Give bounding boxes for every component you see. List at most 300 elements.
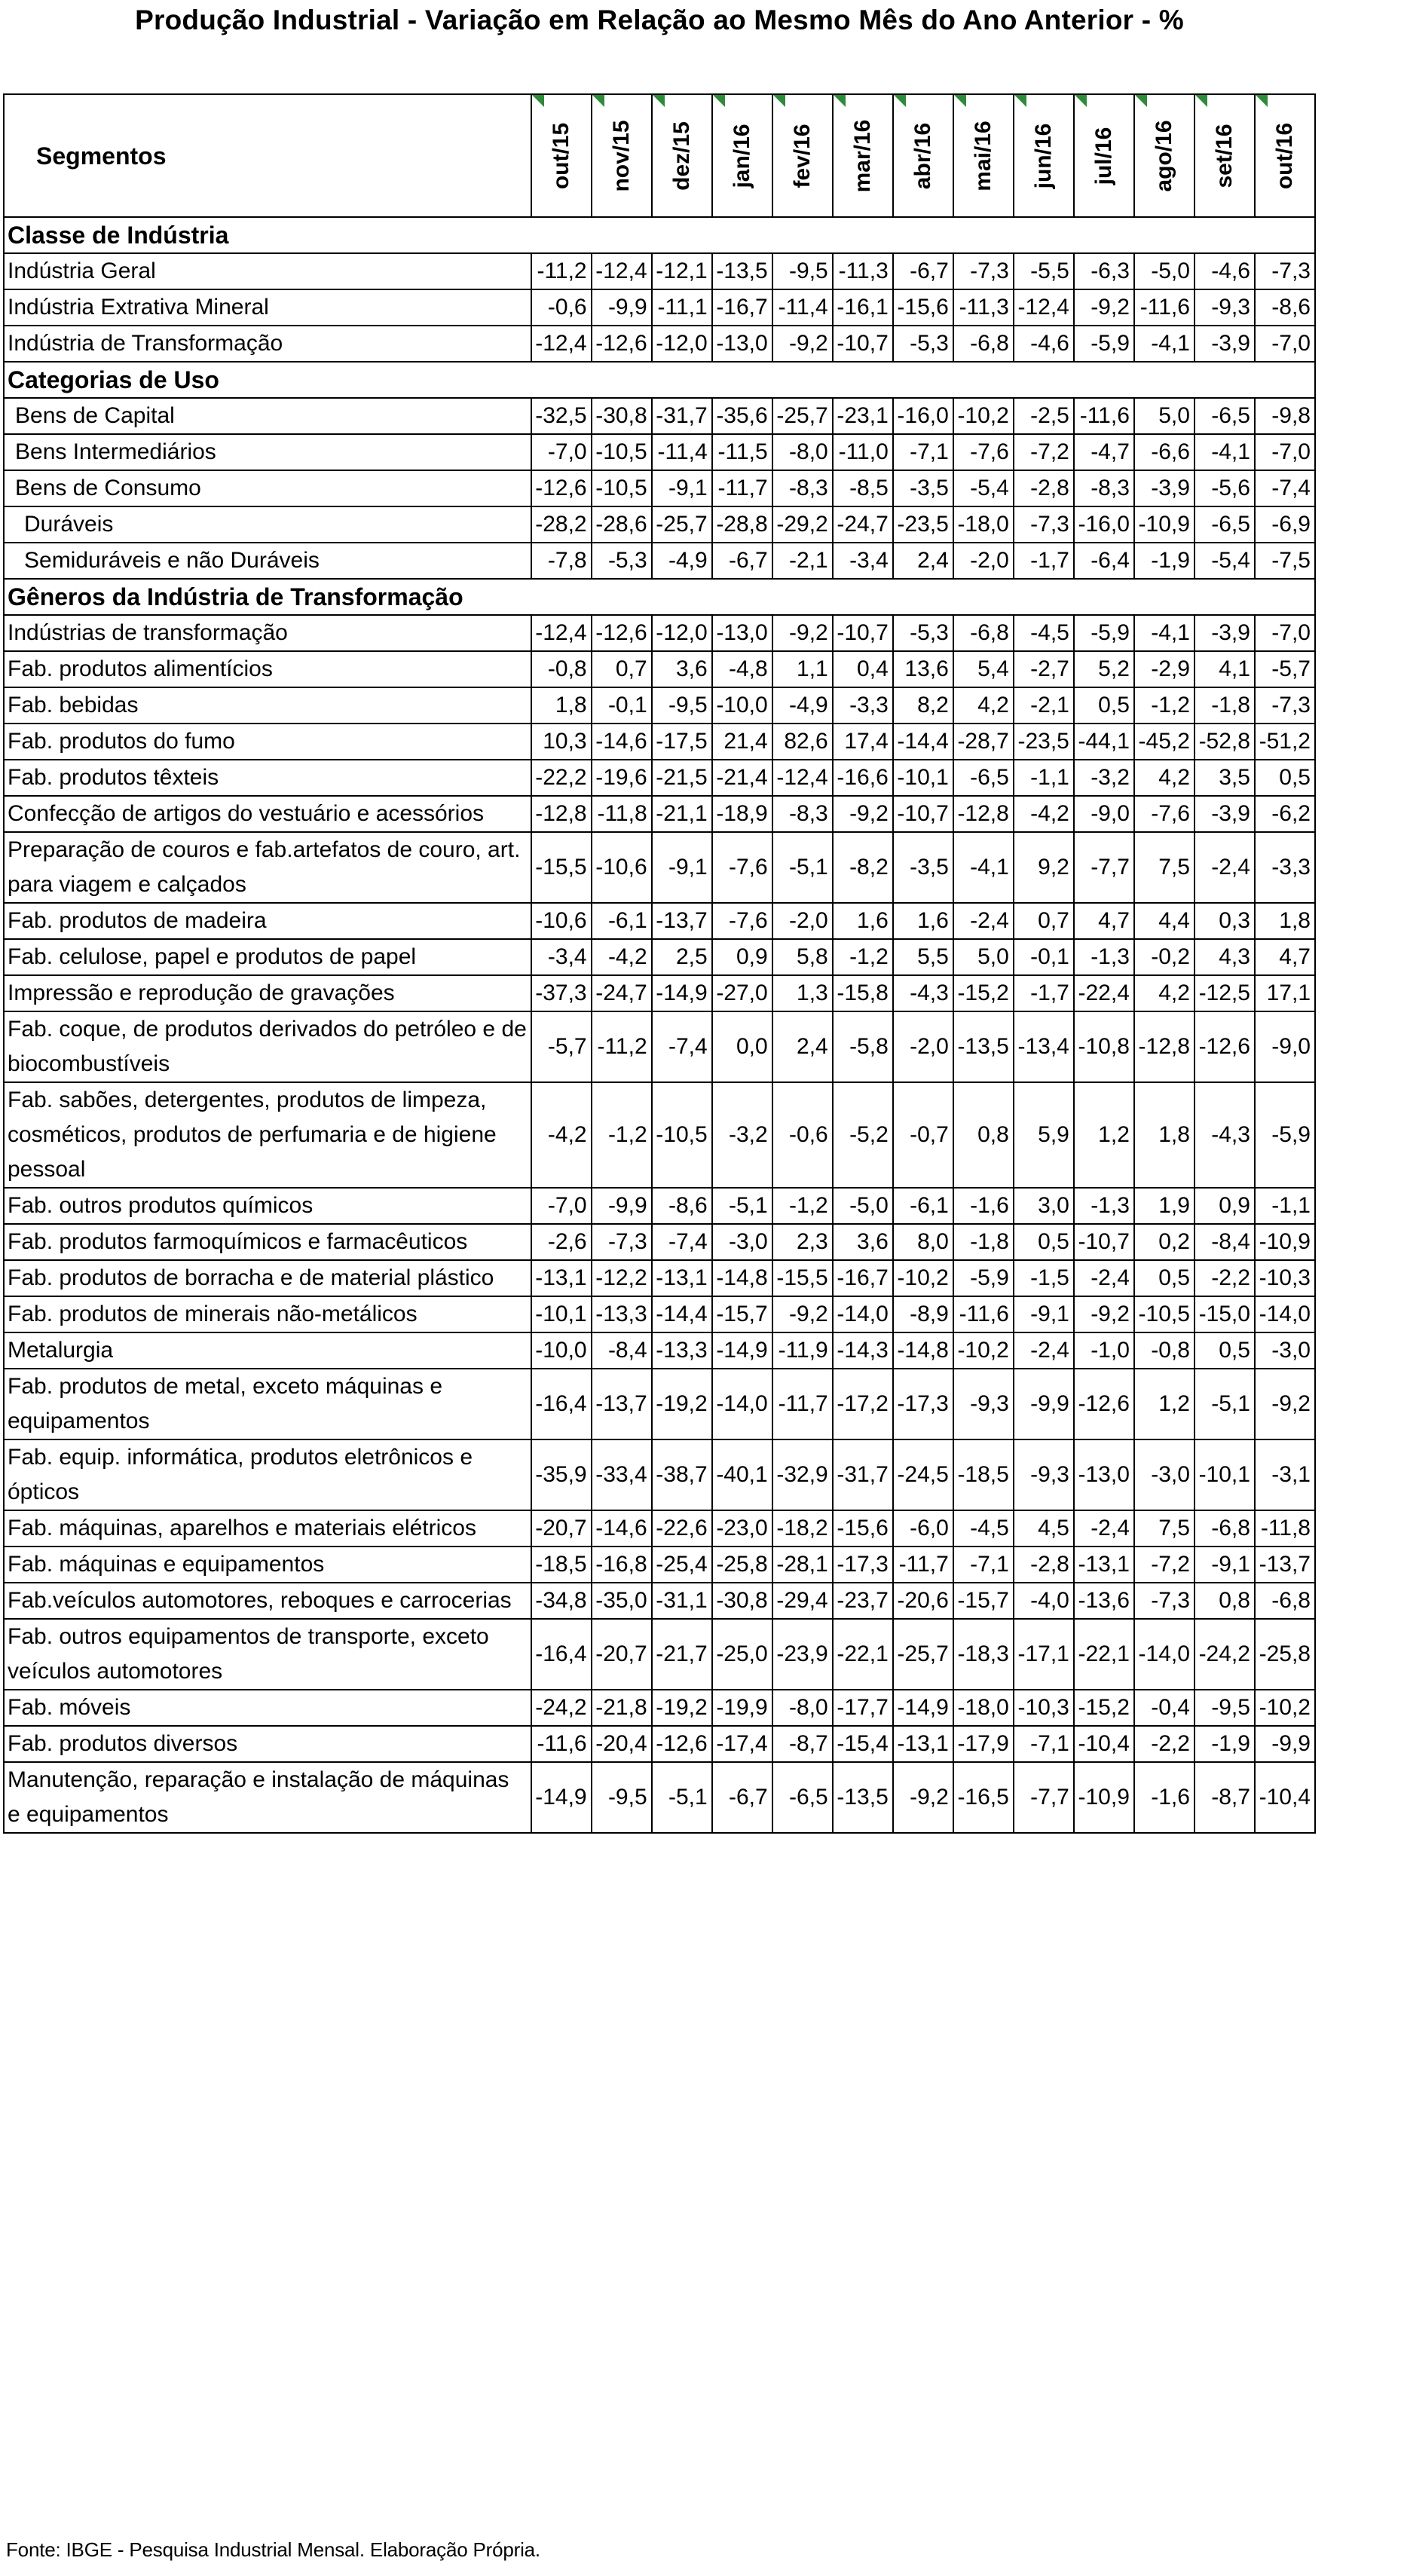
value-cell: -5,4	[953, 470, 1014, 506]
value-cell: 1,2	[1074, 1082, 1134, 1188]
value-cell: 1,6	[893, 903, 953, 939]
value-cell: 7,5	[1134, 832, 1195, 903]
value-cell: -3,3	[833, 687, 893, 724]
value-cell: -8,5	[833, 470, 893, 506]
value-cell: 4,3	[1195, 939, 1255, 975]
value-cell: -2,4	[953, 903, 1014, 939]
value-cell: -11,7	[772, 1369, 833, 1439]
value-cell: -18,5	[531, 1547, 592, 1583]
value-cell: 0,4	[833, 651, 893, 687]
value-cell: -15,0	[1195, 1296, 1255, 1332]
value-cell: -13,7	[652, 903, 712, 939]
value-cell: -11,2	[531, 253, 592, 289]
value-cell: -9,0	[1074, 796, 1134, 832]
month-header	[772, 94, 833, 217]
value-cell: 0,8	[1195, 1583, 1255, 1619]
month-header	[652, 94, 712, 217]
value-cell: -4,1	[1134, 615, 1195, 651]
value-cell: -6,5	[1195, 398, 1255, 434]
value-cell: -15,6	[833, 1510, 893, 1547]
value-cell: -19,2	[652, 1369, 712, 1439]
value-cell: -9,5	[592, 1762, 652, 1833]
value-cell: -25,7	[772, 398, 833, 434]
value-cell: -12,8	[953, 796, 1014, 832]
table-row	[4, 1011, 1315, 1082]
value-cell: -38,7	[652, 1439, 712, 1510]
value-cell: -12,2	[592, 1260, 652, 1296]
value-cell: -1,2	[833, 939, 893, 975]
value-cell: -3,5	[893, 832, 953, 903]
value-cell: -11,9	[772, 1332, 833, 1369]
table-row	[4, 1332, 1315, 1369]
segment-label: Fab. móveis	[4, 1690, 531, 1726]
segment-label: Fab. produtos de madeira	[4, 903, 531, 939]
value-cell: -5,8	[833, 1011, 893, 1082]
value-cell: -10,7	[833, 326, 893, 362]
section-row	[4, 579, 1315, 615]
table-row	[4, 1583, 1315, 1619]
value-cell: -15,2	[953, 975, 1014, 1011]
value-cell: 5,0	[953, 939, 1014, 975]
value-cell: -18,3	[953, 1619, 1014, 1690]
segment-label: Duráveis	[4, 506, 531, 543]
value-cell: 8,2	[893, 687, 953, 724]
segment-label: Fab.veículos automotores, reboques e carrocerias	[4, 1583, 531, 1619]
value-cell: -25,4	[652, 1547, 712, 1583]
value-cell: -21,5	[652, 760, 712, 796]
month-header-label: jun/16	[1030, 123, 1056, 188]
value-cell: -22,4	[1074, 975, 1134, 1011]
value-cell: -4,2	[1014, 796, 1074, 832]
value-cell: -1,3	[1074, 1188, 1134, 1224]
industrial-production-table	[3, 93, 1316, 1834]
table-row	[4, 1762, 1315, 1833]
section-label: Categorias de Uso	[4, 362, 1315, 398]
value-cell: -14,9	[652, 975, 712, 1011]
value-cell: -4,7	[1074, 434, 1134, 470]
value-cell: -25,8	[1255, 1619, 1315, 1690]
value-cell: -9,1	[1014, 1296, 1074, 1332]
value-cell: -10,7	[893, 796, 953, 832]
value-cell: -13,3	[592, 1296, 652, 1332]
value-cell: -9,5	[772, 253, 833, 289]
value-cell: -13,1	[1074, 1547, 1134, 1583]
value-cell: -17,9	[953, 1726, 1014, 1762]
table-row	[4, 253, 1315, 289]
segment-label: Bens de Capital	[4, 398, 531, 434]
table-row	[4, 832, 1315, 903]
value-cell: -7,6	[953, 434, 1014, 470]
value-cell: -6,3	[1074, 253, 1134, 289]
value-cell: -7,0	[531, 434, 592, 470]
value-cell: -11,8	[1255, 1510, 1315, 1547]
value-cell: -12,6	[531, 470, 592, 506]
value-cell: -25,8	[712, 1547, 772, 1583]
value-cell: -10,1	[893, 760, 953, 796]
value-cell: 0,7	[1014, 903, 1074, 939]
month-header-label: mai/16	[970, 120, 996, 191]
table-row	[4, 1082, 1315, 1188]
value-cell: 2,5	[652, 939, 712, 975]
value-cell: -9,2	[772, 326, 833, 362]
value-cell: -16,5	[953, 1762, 1014, 1833]
value-cell: -8,7	[1195, 1762, 1255, 1833]
value-cell: -12,6	[652, 1726, 712, 1762]
value-cell: 8,0	[893, 1224, 953, 1260]
segment-label: Bens de Consumo	[4, 470, 531, 506]
value-cell: -13,5	[712, 253, 772, 289]
table-row	[4, 760, 1315, 796]
table-row	[4, 1224, 1315, 1260]
value-cell: -13,0	[1074, 1439, 1134, 1510]
value-cell: -24,7	[592, 975, 652, 1011]
value-cell: 5,0	[1134, 398, 1195, 434]
value-cell: -14,0	[833, 1296, 893, 1332]
value-cell: -10,6	[592, 832, 652, 903]
value-cell: 0,2	[1134, 1224, 1195, 1260]
value-cell: -1,8	[1195, 687, 1255, 724]
value-cell: -17,2	[833, 1369, 893, 1439]
table-row	[4, 615, 1315, 651]
value-cell: -51,2	[1255, 724, 1315, 760]
segment-label: Fab. outros equipamentos de transporte, exceto veículos automotores	[4, 1619, 531, 1690]
value-cell: -1,8	[953, 1224, 1014, 1260]
month-header	[1134, 94, 1195, 217]
value-cell: -23,9	[772, 1619, 833, 1690]
value-cell: -4,2	[592, 939, 652, 975]
value-cell: -20,4	[592, 1726, 652, 1762]
month-header	[1014, 94, 1074, 217]
segment-label: Indústria de Transformação	[4, 326, 531, 362]
value-cell: -18,9	[712, 796, 772, 832]
value-cell: 0,5	[1255, 760, 1315, 796]
value-cell: -11,4	[652, 434, 712, 470]
value-cell: -14,0	[1134, 1619, 1195, 1690]
value-cell: -44,1	[1074, 724, 1134, 760]
value-cell: -0,1	[592, 687, 652, 724]
segment-label: Fab. produtos de borracha e de material plástico	[4, 1260, 531, 1296]
value-cell: 0,3	[1195, 903, 1255, 939]
value-cell: 2,4	[893, 543, 953, 579]
value-cell: -33,4	[592, 1439, 652, 1510]
segment-label: Fab. sabões, detergentes, produtos de limpeza, cosméticos, produtos de perfumaria e de higiene pessoal	[4, 1082, 531, 1188]
value-cell: 5,2	[1074, 651, 1134, 687]
value-cell: -18,5	[953, 1439, 1014, 1510]
value-cell: 4,7	[1074, 903, 1134, 939]
value-cell: -6,1	[893, 1188, 953, 1224]
value-cell: -8,6	[1255, 289, 1315, 326]
value-cell: -0,8	[1134, 1332, 1195, 1369]
value-cell: 5,8	[772, 939, 833, 975]
value-cell: 2,4	[772, 1011, 833, 1082]
value-cell: -7,3	[592, 1224, 652, 1260]
value-cell: -3,9	[1195, 326, 1255, 362]
value-cell: -30,8	[712, 1583, 772, 1619]
value-cell: -9,8	[1255, 398, 1315, 434]
value-cell: -35,9	[531, 1439, 592, 1510]
segment-label: Fab. máquinas, aparelhos e materiais elétricos	[4, 1510, 531, 1547]
segment-label: Preparação de couros e fab.artefatos de couro, art. para viagem e calçados	[4, 832, 531, 903]
value-cell: -16,7	[712, 289, 772, 326]
value-cell: -6,5	[772, 1762, 833, 1833]
value-cell: -4,5	[1014, 615, 1074, 651]
value-cell: 3,5	[1195, 760, 1255, 796]
month-header	[893, 94, 953, 217]
value-cell: -1,2	[772, 1188, 833, 1224]
table-body	[4, 217, 1315, 1833]
value-cell: 1,9	[1134, 1188, 1195, 1224]
value-cell: -2,8	[1014, 1547, 1074, 1583]
value-cell: -12,4	[531, 615, 592, 651]
value-cell: -11,7	[712, 470, 772, 506]
value-cell: -2,4	[1014, 1332, 1074, 1369]
value-cell: -6,8	[1195, 1510, 1255, 1547]
value-cell: 3,0	[1014, 1188, 1074, 1224]
table-row	[4, 1690, 1315, 1726]
value-cell: -3,2	[712, 1082, 772, 1188]
value-cell: -9,0	[1255, 1011, 1315, 1082]
value-cell: -4,5	[953, 1510, 1014, 1547]
value-cell: -22,1	[833, 1619, 893, 1690]
segment-label: Fab. produtos diversos	[4, 1726, 531, 1762]
value-cell: 1,6	[833, 903, 893, 939]
table-row	[4, 434, 1315, 470]
value-cell: -6,1	[592, 903, 652, 939]
month-header-label: set/16	[1211, 123, 1237, 188]
value-cell: -17,4	[712, 1726, 772, 1762]
value-cell: -6,6	[1134, 434, 1195, 470]
value-cell: -9,2	[1074, 1296, 1134, 1332]
value-cell: -7,4	[1255, 470, 1315, 506]
value-cell: -11,2	[592, 1011, 652, 1082]
month-header	[1255, 94, 1315, 217]
value-cell: -6,8	[953, 615, 1014, 651]
value-cell: -11,3	[833, 253, 893, 289]
value-cell: -3,5	[893, 470, 953, 506]
segment-label: Bens Intermediários	[4, 434, 531, 470]
value-cell: -23,5	[1014, 724, 1074, 760]
value-cell: -29,4	[772, 1583, 833, 1619]
value-cell: -3,0	[712, 1224, 772, 1260]
value-cell: -16,0	[893, 398, 953, 434]
value-cell: -23,5	[893, 506, 953, 543]
value-cell: -9,5	[652, 687, 712, 724]
value-cell: -9,1	[1195, 1547, 1255, 1583]
value-cell: -9,2	[772, 615, 833, 651]
segment-label: Fab. celulose, papel e produtos de papel	[4, 939, 531, 975]
value-cell: -8,9	[893, 1296, 953, 1332]
value-cell: -12,4	[772, 760, 833, 796]
value-cell: -12,0	[652, 615, 712, 651]
value-cell: -5,7	[531, 1011, 592, 1082]
value-cell: -8,3	[772, 470, 833, 506]
value-cell: -7,3	[1014, 506, 1074, 543]
value-cell: -18,0	[953, 506, 1014, 543]
month-header	[953, 94, 1014, 217]
value-cell: -24,2	[1195, 1619, 1255, 1690]
value-cell: -5,4	[1195, 543, 1255, 579]
value-cell: -45,2	[1134, 724, 1195, 760]
value-cell: 0,8	[953, 1082, 1014, 1188]
value-cell: -7,7	[1014, 1762, 1074, 1833]
value-cell: -6,7	[712, 1762, 772, 1833]
value-cell: -6,7	[712, 543, 772, 579]
value-cell: -24,5	[893, 1439, 953, 1510]
value-cell: -5,0	[1134, 253, 1195, 289]
segment-label: Fab. máquinas e equipamentos	[4, 1547, 531, 1583]
value-cell: -9,1	[652, 832, 712, 903]
value-cell: -8,3	[1074, 470, 1134, 506]
value-cell: -2,4	[1195, 832, 1255, 903]
value-cell: -25,0	[712, 1619, 772, 1690]
value-cell: -12,6	[592, 615, 652, 651]
value-cell: -7,3	[1255, 253, 1315, 289]
value-cell: -1,0	[1074, 1332, 1134, 1369]
value-cell: -14,6	[592, 1510, 652, 1547]
month-header-label: out/15	[548, 122, 574, 189]
value-cell: -5,1	[652, 1762, 712, 1833]
value-cell: -16,1	[833, 289, 893, 326]
segment-label: Fab. produtos têxteis	[4, 760, 531, 796]
month-header	[531, 94, 592, 217]
value-cell: -5,9	[953, 1260, 1014, 1296]
value-cell: -9,9	[1255, 1726, 1315, 1762]
value-cell: 1,3	[772, 975, 833, 1011]
value-cell: -3,4	[833, 543, 893, 579]
value-cell: 3,6	[833, 1224, 893, 1260]
value-cell: -24,2	[531, 1690, 592, 1726]
value-cell: -13,4	[1014, 1011, 1074, 1082]
value-cell: -11,3	[953, 289, 1014, 326]
value-cell: -16,6	[833, 760, 893, 796]
segment-label: Indústria Geral	[4, 253, 531, 289]
value-cell: -15,5	[772, 1260, 833, 1296]
value-cell: -3,9	[1134, 470, 1195, 506]
value-cell: -5,1	[712, 1188, 772, 1224]
value-cell: -9,2	[893, 1762, 953, 1833]
value-cell: -22,6	[652, 1510, 712, 1547]
value-cell: -5,3	[893, 615, 953, 651]
table-row	[4, 543, 1315, 579]
value-cell: -34,8	[531, 1583, 592, 1619]
value-cell: -4,1	[953, 832, 1014, 903]
value-cell: -12,8	[531, 796, 592, 832]
value-cell: -13,0	[712, 326, 772, 362]
value-cell: -2,4	[1074, 1510, 1134, 1547]
value-cell: -13,3	[652, 1332, 712, 1369]
value-cell: -21,1	[652, 796, 712, 832]
segment-label: Fab. equip. informática, produtos eletrônicos e ópticos	[4, 1439, 531, 1510]
segment-label: Fab. produtos de minerais não-metálicos	[4, 1296, 531, 1332]
value-cell: -11,8	[592, 796, 652, 832]
table-row	[4, 1369, 1315, 1439]
value-cell: -23,7	[833, 1583, 893, 1619]
value-cell: -3,2	[1074, 760, 1134, 796]
value-cell: -13,5	[953, 1011, 1014, 1082]
table-row	[4, 939, 1315, 975]
value-cell: -9,9	[1014, 1369, 1074, 1439]
value-cell: -12,4	[592, 253, 652, 289]
value-cell: -7,2	[1014, 434, 1074, 470]
value-cell: -13,7	[592, 1369, 652, 1439]
value-cell: 4,2	[1134, 760, 1195, 796]
value-cell: -1,2	[592, 1082, 652, 1188]
value-cell: -12,5	[1195, 975, 1255, 1011]
value-cell: -14,0	[712, 1369, 772, 1439]
segment-label: Fab. bebidas	[4, 687, 531, 724]
table-title: Produção Industrial - Variação em Relação ao Mesmo Mês do Ano Anterior - %	[135, 5, 1184, 35]
value-cell: -7,2	[1134, 1547, 1195, 1583]
value-cell: -10,5	[652, 1082, 712, 1188]
value-cell: -23,0	[712, 1510, 772, 1547]
value-cell: -1,1	[1255, 1188, 1315, 1224]
value-cell: -10,5	[1134, 1296, 1195, 1332]
value-cell: -2,0	[893, 1011, 953, 1082]
segment-label: Indústria Extrativa Mineral	[4, 289, 531, 326]
month-header-label: mar/16	[849, 119, 875, 192]
value-cell: -32,5	[531, 398, 592, 434]
table-row	[4, 651, 1315, 687]
value-cell: -14,9	[531, 1762, 592, 1833]
value-cell: -11,4	[772, 289, 833, 326]
value-cell: -35,6	[712, 398, 772, 434]
value-cell: -2,1	[772, 543, 833, 579]
value-cell: -11,6	[1074, 398, 1134, 434]
value-cell: -1,5	[1014, 1260, 1074, 1296]
value-cell: 4,5	[1014, 1510, 1074, 1547]
month-header-label: abr/16	[910, 122, 935, 189]
value-cell: -3,9	[1195, 796, 1255, 832]
value-cell: -10,5	[592, 470, 652, 506]
value-cell: -3,0	[1134, 1439, 1195, 1510]
value-cell: -10,9	[1255, 1224, 1315, 1260]
value-cell: -13,6	[1074, 1583, 1134, 1619]
value-cell: -8,0	[772, 1690, 833, 1726]
value-cell: -16,7	[833, 1260, 893, 1296]
value-cell: -31,1	[652, 1583, 712, 1619]
segment-label: Fab. produtos de metal, exceto máquinas e equipamentos	[4, 1369, 531, 1439]
value-cell: 10,3	[531, 724, 592, 760]
section-label: Classe de Indústria	[4, 217, 1315, 253]
value-cell: -1,7	[1014, 975, 1074, 1011]
value-cell: -21,7	[652, 1619, 712, 1690]
segment-label: Manutenção, reparação e instalação de máquinas e equipamentos	[4, 1762, 531, 1833]
value-cell: -6,9	[1255, 506, 1315, 543]
value-cell: -14,4	[893, 724, 953, 760]
value-cell: -15,2	[1074, 1690, 1134, 1726]
value-cell: -5,6	[1195, 470, 1255, 506]
value-cell: 1,2	[1134, 1369, 1195, 1439]
value-cell: -0,1	[1014, 939, 1074, 975]
value-cell: -21,4	[712, 760, 772, 796]
value-cell: -7,5	[1255, 543, 1315, 579]
value-cell: -16,4	[531, 1619, 592, 1690]
value-cell: -7,0	[1255, 615, 1315, 651]
value-cell: -4,2	[531, 1082, 592, 1188]
value-cell: -13,1	[531, 1260, 592, 1296]
value-cell: -10,9	[1074, 1762, 1134, 1833]
value-cell: -12,8	[1134, 1011, 1195, 1082]
month-header-label: out/16	[1271, 122, 1297, 189]
month-header-label: ago/16	[1151, 119, 1176, 192]
value-cell: -4,0	[1014, 1583, 1074, 1619]
value-cell: -2,5	[1014, 398, 1074, 434]
value-cell: 7,5	[1134, 1510, 1195, 1547]
value-cell: -4,9	[652, 543, 712, 579]
value-cell: -14,8	[893, 1332, 953, 1369]
value-cell: -7,3	[1134, 1583, 1195, 1619]
value-cell: 0,0	[712, 1011, 772, 1082]
